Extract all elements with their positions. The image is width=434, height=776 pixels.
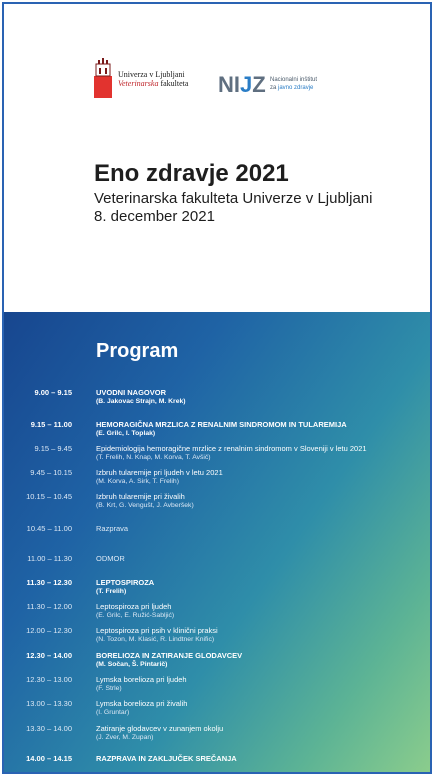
program-content — [96, 554, 426, 563]
nijz-logo: NIJZ — [218, 72, 266, 97]
program-section — [4, 312, 430, 774]
program-content — [96, 388, 426, 406]
program-content — [96, 578, 426, 596]
program-time: 9.15 – 11.00 — [30, 420, 72, 429]
program-content — [96, 468, 426, 486]
program-time: 11.00 – 11.30 — [27, 554, 72, 563]
program-item-speakers: (I. Gruntar) — [96, 709, 130, 716]
event-venue: Veterinarska fakulteta Univerze v Ljubljani — [94, 190, 373, 207]
program-item-title: Lymska borelioza pri živalih — [96, 699, 188, 708]
university-name: Univerza v Ljubljani Veterinarska fakulteta — [118, 70, 189, 88]
program-time: 9.15 – 9.45 — [34, 444, 72, 453]
university-emblem-icon — [92, 56, 114, 100]
program-time: 11.30 – 12.30 — [26, 578, 72, 587]
event-date: 8. december 2021 — [94, 208, 215, 225]
page-title: Eno zdravje 2021 — [94, 160, 289, 187]
program-item-title: LEPTOSPIROZA — [96, 578, 155, 587]
program-content — [96, 492, 426, 510]
program-item-title: Leptospiroza pri psih v klinični praksi — [96, 626, 218, 635]
program-content — [96, 444, 426, 462]
program-time: 12.30 – 14.00 — [26, 651, 72, 660]
program-time: 14.00 – 14.15 — [26, 754, 72, 763]
program-item-title: Lymska borelioza pri ljudeh — [96, 675, 187, 684]
program-content — [96, 675, 426, 693]
program-item-title: HEMORAGIČNA MRZLICA Z RENALNIM SINDROMOM IN TULAREMIJA — [96, 420, 347, 429]
program-item-title: Razprava — [96, 524, 129, 533]
program-item-speakers: (B. Krt, G. Vengušt, J. Avberšek) — [96, 502, 194, 509]
program-content — [96, 651, 426, 669]
program-item-title: Leptospiroza pri ljudeh — [96, 602, 172, 611]
program-item-speakers: (E. Grilc, I. Toplak) — [96, 430, 156, 437]
program-content — [96, 626, 426, 644]
program-time: 13.30 – 14.00 — [26, 724, 72, 733]
program-item-title: Izbruh tularemije pri živalih — [96, 492, 185, 501]
program-item-title: ODMOR — [96, 554, 125, 563]
program-item-speakers: (J. Zver, M. Zupan) — [96, 734, 154, 741]
program-time: 10.45 – 11.00 — [26, 524, 72, 533]
program-title: Program — [96, 340, 179, 362]
program-item-title: Epidemiologija hemoragične mrzlice z renalnim sindromom v Sloveniji v letu 2021 — [96, 444, 367, 453]
program-time: 12.30 – 13.00 — [26, 675, 72, 684]
program-item-speakers: (M. Korva, A. Sirk, T. Frelih) — [96, 478, 179, 485]
program-content — [96, 602, 426, 620]
program-content — [96, 420, 426, 438]
program-item-speakers: (B. Jakovac Strajn, M. Krek) — [96, 398, 186, 405]
poster-frame — [2, 2, 432, 774]
program-time: 13.00 – 13.30 — [26, 699, 72, 708]
program-item-speakers: (N. Tozon, M. Klasić, R. Lindtner Knific) — [96, 636, 215, 643]
program-time: 9.00 – 9.15 — [34, 388, 72, 397]
program-time: 9.45 – 10.15 — [30, 468, 72, 477]
program-item-title: RAZPRAVA IN ZAKLJUČEK SREČANJA — [96, 754, 237, 763]
event-venue-date — [94, 190, 372, 226]
nijz-name: Nacionalni inštitut za javno zdravje — [270, 77, 318, 91]
program-item-title: Zatiranje glodavcev v zunanjem okolju — [96, 724, 224, 733]
program-content — [96, 754, 426, 763]
program-item-speakers: (T. Frelih, N. Knap, M. Korva, T. Avšič) — [96, 454, 211, 461]
program-item-speakers: (T. Frelih) — [96, 588, 127, 595]
header-section — [4, 4, 430, 312]
program-item-speakers: (M. Sočan, Š. Pintarič) — [96, 661, 168, 668]
program-item-title: UVODNI NAGOVOR — [96, 388, 167, 397]
program-time: 12.00 – 12.30 — [26, 626, 72, 635]
program-time: 11.30 – 12.00 — [26, 602, 72, 611]
program-content — [96, 524, 426, 533]
program-content — [96, 724, 426, 742]
logos-row — [92, 56, 392, 106]
program-item-title: BORELIOZA IN ZATIRANJE GLODAVCEV — [96, 651, 243, 660]
program-time: 10.15 – 10.45 — [26, 492, 72, 501]
program-item-title: Izbruh tularemije pri ljudeh v letu 2021 — [96, 468, 223, 477]
program-item-speakers: (E. Grilc, E. Ružić-Sabljić) — [96, 612, 175, 619]
program-content — [96, 699, 426, 717]
program-item-speakers: (F. Strle) — [96, 685, 122, 692]
